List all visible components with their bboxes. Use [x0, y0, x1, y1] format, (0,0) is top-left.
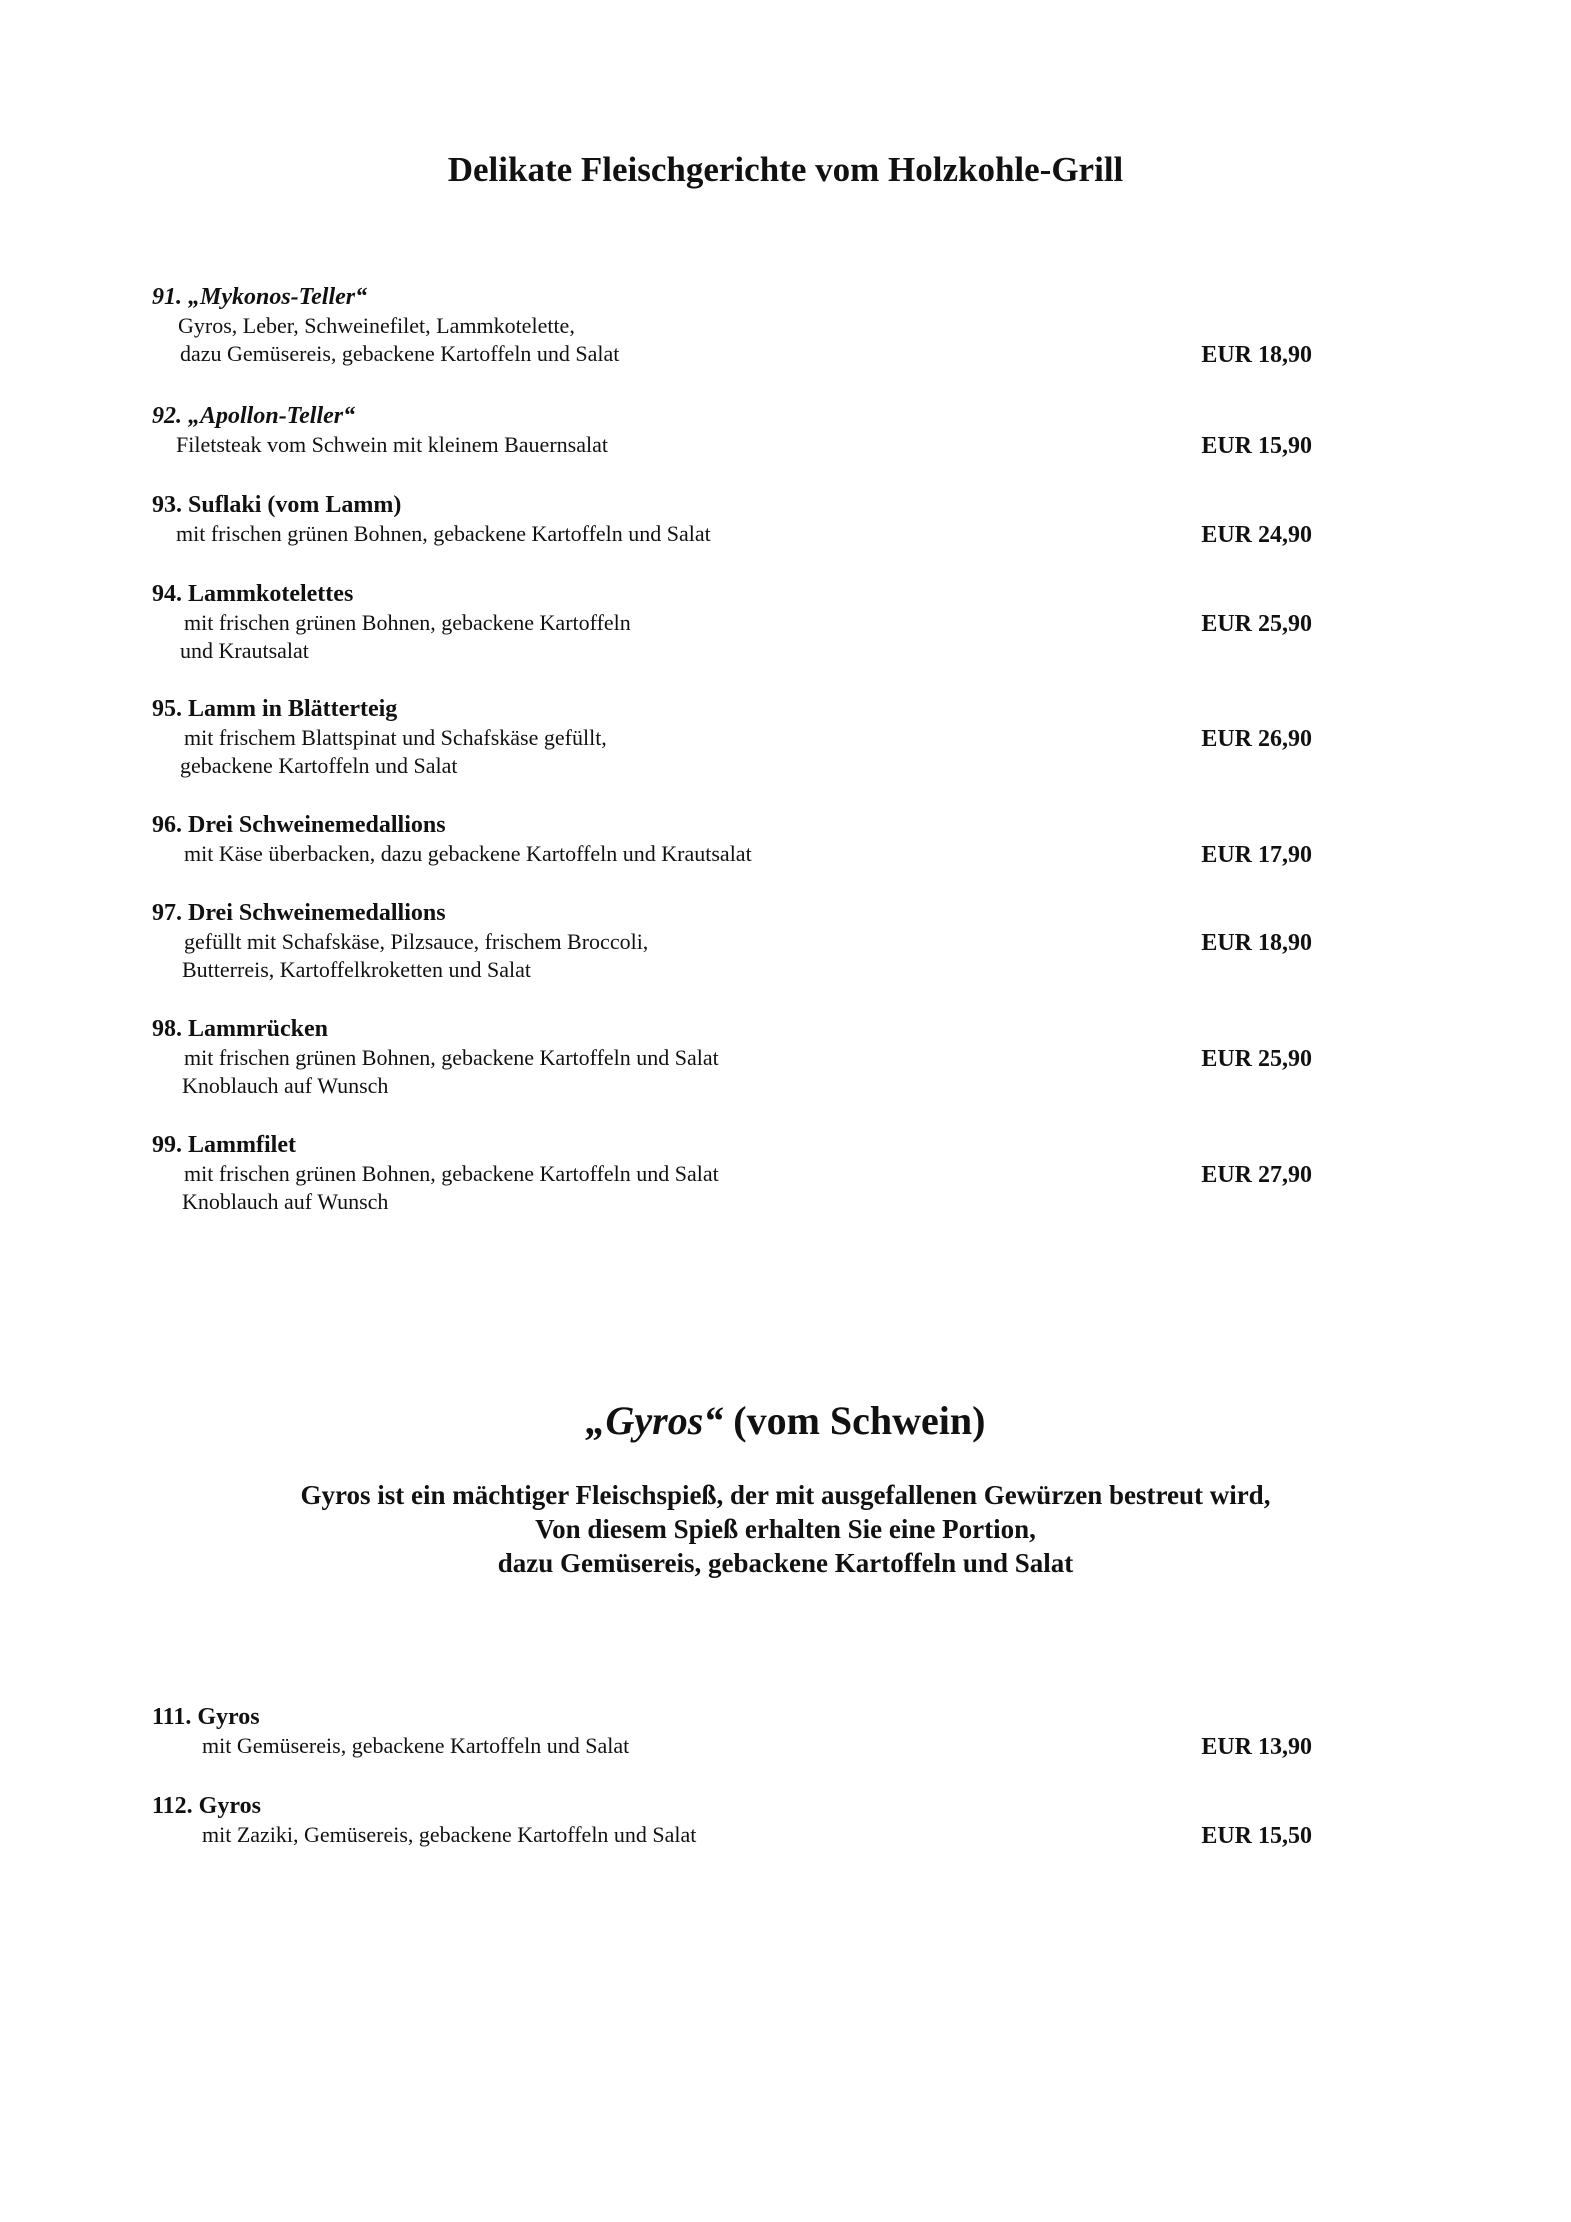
- item-description: Knoblauch auf Wunsch: [182, 1073, 389, 1098]
- item-price: EUR 18,90: [1201, 342, 1312, 368]
- menu-item: [152, 810, 1312, 868]
- menu-item: [152, 490, 1312, 548]
- item-description: mit frischen grünen Bohnen, gebackene Kartoffeln und Salat: [184, 1045, 719, 1070]
- item-name: 111. Gyros: [152, 1704, 260, 1730]
- item-description: gefüllt mit Schafskäse, Pilzsauce, frischem Broccoli,: [184, 929, 649, 954]
- item-name: 94. Lammkotelettes: [152, 581, 354, 607]
- menu-item: [152, 1702, 1312, 1760]
- item-price: EUR 25,90: [1201, 611, 1312, 637]
- item-name: 93. Suflaki (vom Lamm): [152, 492, 402, 518]
- item-description: mit frischen grünen Bohnen, gebackene Kartoffeln und Salat: [176, 521, 711, 546]
- item-description: Gyros, Leber, Schweinefilet, Lammkotelette,: [178, 313, 575, 338]
- section-title-gyros: [0, 1397, 1571, 1444]
- item-name: 95. Lamm in Blätterteig: [152, 696, 398, 722]
- item-description: dazu Gemüsereis, gebackene Kartoffeln und Salat: [180, 341, 620, 366]
- menu-item: [152, 282, 1312, 368]
- item-name: 97. Drei Schweinemedallions: [152, 900, 446, 926]
- intro-line: Gyros ist ein mächtiger Fleischspieß, der mit ausgefallenen Gewürzen bestreut wird,: [300, 1480, 1271, 1510]
- item-price: EUR 25,90: [1201, 1046, 1312, 1072]
- item-name: 112. Gyros: [152, 1793, 261, 1819]
- item-name: 96. Drei Schweinemedallions: [152, 812, 446, 838]
- intro-line: dazu Gemüsereis, gebackene Kartoffeln und Salat: [497, 1548, 1074, 1578]
- item-price: EUR 17,90: [1201, 842, 1312, 868]
- intro-line: Von diesem Spieß erhalten Sie eine Portion,: [535, 1514, 1036, 1544]
- item-description: Filetsteak vom Schwein mit kleinem Bauernsalat: [176, 432, 608, 457]
- menu-item: [152, 1791, 1312, 1849]
- item-description: mit Zaziki, Gemüsereis, gebackene Kartoffeln und Salat: [202, 1822, 697, 1847]
- item-price: EUR 26,90: [1201, 726, 1312, 752]
- item-description: mit frischem Blattspinat und Schafskäse gefüllt,: [184, 725, 607, 750]
- menu-item: [152, 898, 1312, 984]
- menu-item: [152, 1130, 1312, 1216]
- menu-item: [152, 1014, 1312, 1100]
- item-description: Knoblauch auf Wunsch: [182, 1189, 389, 1214]
- item-description: und Krautsalat: [180, 638, 309, 663]
- gyros-title-rest: (vom Schwein): [723, 1398, 986, 1443]
- section-title-grill: Delikate Fleischgerichte vom Holzkohle-Grill: [447, 150, 1124, 189]
- menu-item: [152, 401, 1312, 459]
- menu-item: [152, 694, 1312, 780]
- gyros-title-quoted: „Gyros“: [585, 1398, 724, 1443]
- item-price: EUR 15,90: [1201, 433, 1312, 459]
- item-price: EUR 13,90: [1201, 1734, 1312, 1760]
- item-description: Butterreis, Kartoffelkroketten und Salat: [182, 957, 532, 982]
- item-price: EUR 18,90: [1201, 930, 1312, 956]
- menu-item: [152, 579, 1312, 665]
- item-description: gebackene Kartoffeln und Salat: [180, 753, 458, 778]
- item-price: EUR 15,50: [1201, 1823, 1312, 1849]
- item-price: EUR 27,90: [1201, 1162, 1312, 1188]
- item-description: mit Gemüsereis, gebackene Kartoffeln und Salat: [202, 1733, 630, 1758]
- item-description: mit frischen grünen Bohnen, gebackene Kartoffeln und Salat: [184, 1161, 719, 1186]
- item-description: mit frischen grünen Bohnen, gebackene Kartoffeln: [184, 610, 631, 635]
- gyros-intro: [0, 1478, 1571, 1580]
- item-name: 98. Lammrücken: [152, 1016, 328, 1042]
- item-name: 92. „Apollon-Teller“: [152, 403, 356, 429]
- item-description: mit Käse überbacken, dazu gebackene Kartoffeln und Krautsalat: [184, 841, 752, 866]
- item-name: 99. Lammfilet: [152, 1132, 296, 1158]
- item-price: EUR 24,90: [1201, 522, 1312, 548]
- item-name: 91. „Mykonos-Teller“: [152, 284, 368, 310]
